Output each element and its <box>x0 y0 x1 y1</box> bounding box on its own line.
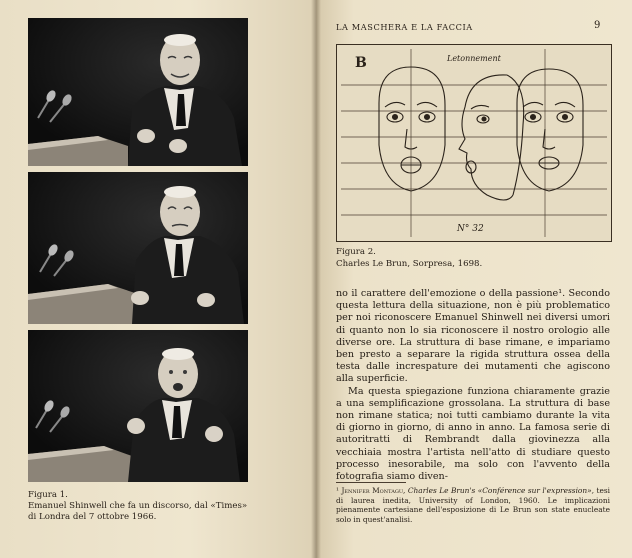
footnote-rest: tesi di laurea inedita, University of London, 1960. Le implicazioni pienamente cartesiane dell'esposizione di Le Brun son state enucleate solo in quest'analisi. <box>336 486 610 524</box>
figure1-caption-text: Emanuel Shinwell che fa un discorso, dal «Times» di Londra del 7 ottobre 1966. <box>28 501 248 522</box>
figure2-handwritten-title: Letonnement <box>447 54 501 63</box>
footnote-author: Jennifer Montagu, <box>341 486 406 495</box>
footnote-rule <box>336 482 406 483</box>
body-text <box>336 288 610 483</box>
footnote <box>336 486 610 524</box>
body-paragraph-2: Ma questa spiegazione funziona chiaramente grazie a una semplificazione grossolana. La struttura di base non rimane statica; noi tutti cambiamo durante la vita di giorno in giorno, di anno in anno. La famosa serie di autoritratti di Rembrandt dalla giovinezza alla vecchiaia mostra l'artista nell'atto di studiare questo processo inesorabile, ma solo con l'avvento della fotografia siamo diven- <box>336 385 610 483</box>
figure1-caption <box>28 490 254 523</box>
figure1-caption-label: Figura 1. <box>28 490 68 500</box>
photo-shinwell-1 <box>28 18 248 166</box>
page-number: 9 <box>594 20 601 31</box>
running-head: LA MASCHERA E LA FACCIA <box>336 22 473 32</box>
photo-shinwell-2 <box>28 172 248 324</box>
figure2-plate-number: N° 32 <box>457 224 484 234</box>
book-gutter <box>311 0 321 558</box>
photo-shinwell-3 <box>28 330 248 482</box>
figure2-caption-label: Figura 2. <box>336 247 376 257</box>
body-paragraph-1: no il carattere dell'emozione o della passione¹. Secondo questa lettura della situazione, non è più problematico per noi riconoscere Emanuel Shinwell nei diversi umori di quanto non lo sia riconoscere il nostro orologio alle diverse ore. La struttura di base rimane, e impariamo ben presto a separare la rigida struttura ossea della testa dalle increspature dei mutamenti che agiscono alla superficie. <box>336 288 610 385</box>
figure2-le-brun-drawing <box>336 44 612 242</box>
footnote-title: Charles Le Brun's «Conférence sur l'expression», <box>407 486 595 495</box>
figure2-caption-text: Charles Le Brun, Sorpresa, 1698. <box>336 259 483 269</box>
figure2-letter: B <box>355 55 367 71</box>
footnote-marker: ¹ <box>336 486 339 495</box>
figure2-caption <box>336 246 606 270</box>
